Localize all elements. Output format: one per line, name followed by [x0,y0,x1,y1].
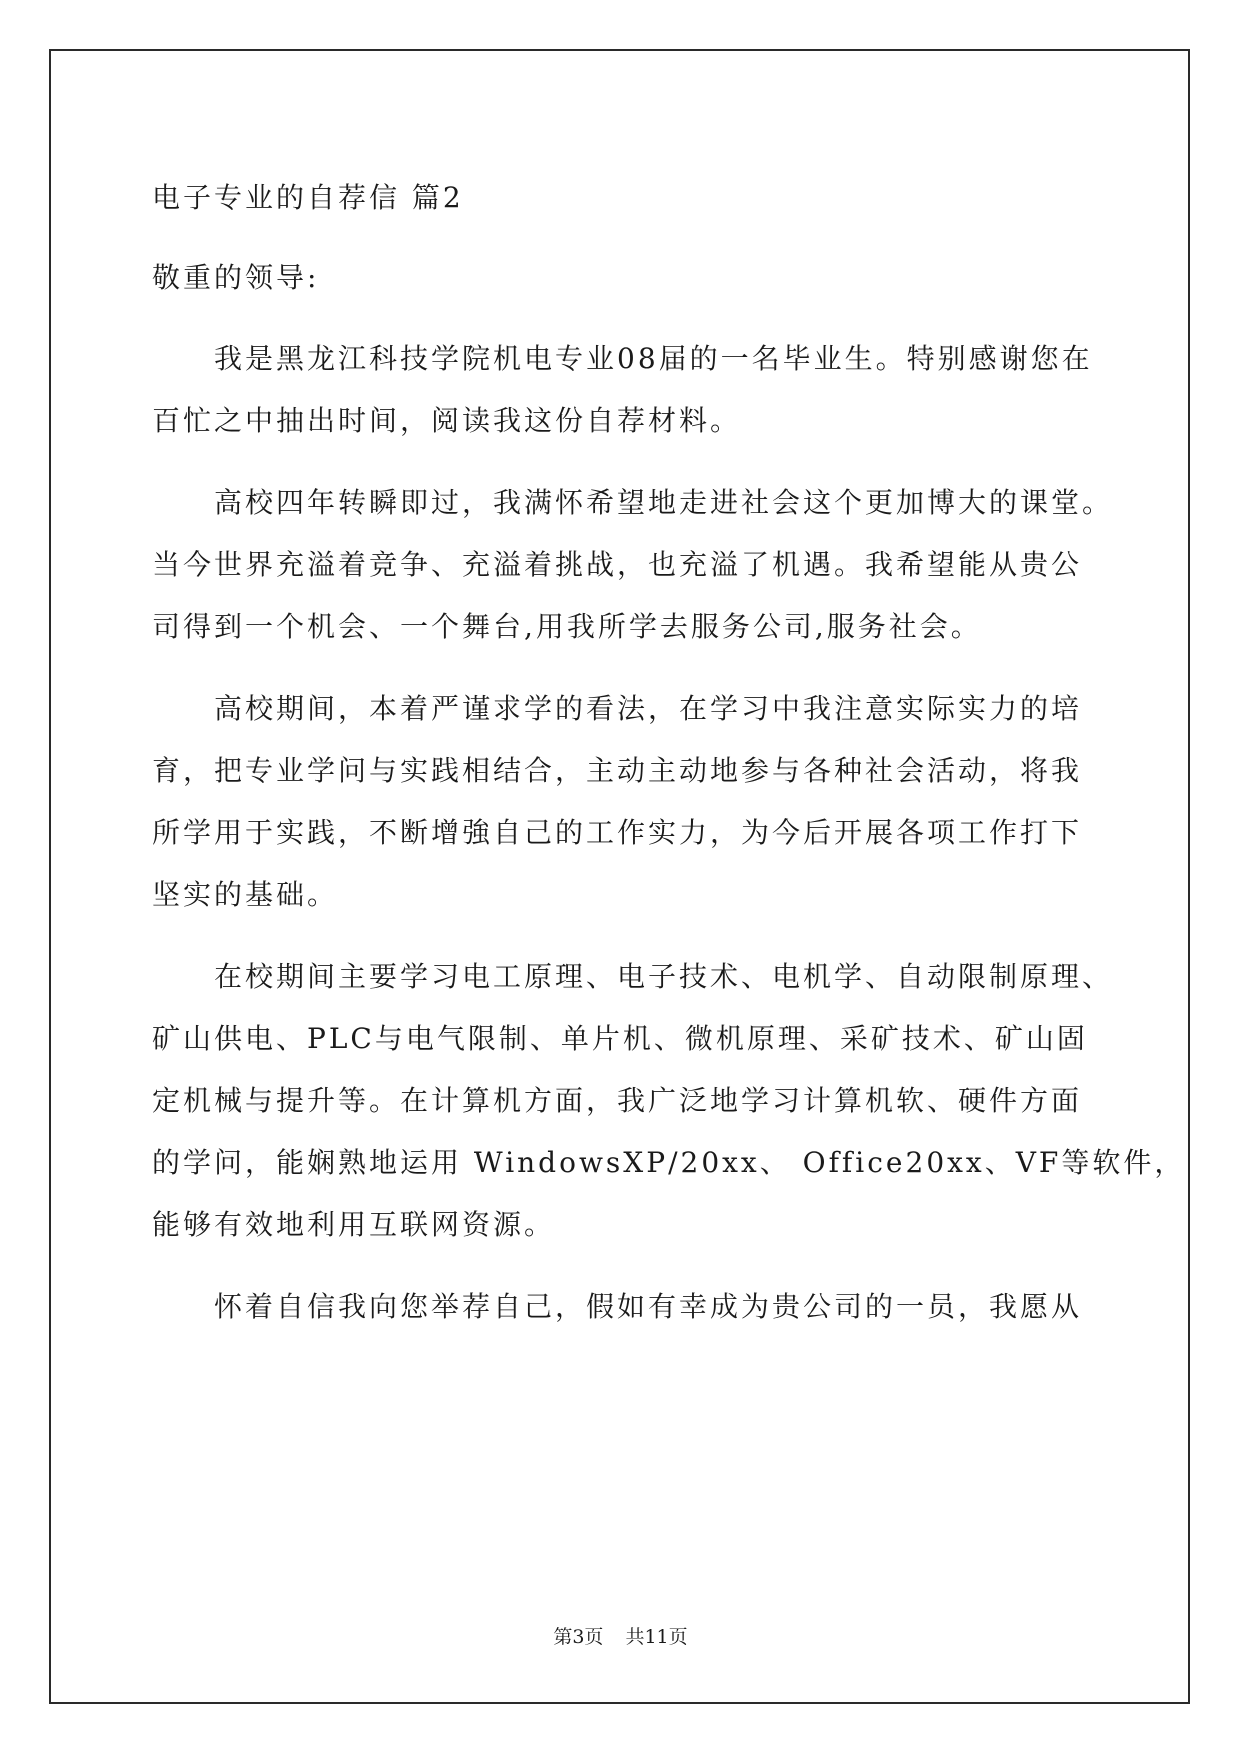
paragraph-line: 矿山供电、PLC与电气限制、单片机、微机原理、采矿技术、矿山固 [152,1022,1088,1055]
salutation: 敬重的领导: [152,261,320,294]
paragraph [152,946,1186,1256]
paragraph-line: 育，把专业学问与实践相结合，主动主动地参与各种社会活动，将我 [152,754,1083,787]
paragraph [152,472,1114,658]
paragraph-line: 高校期间，本着严谨求学的看法，在学习中我注意实际实力的培 [214,692,1083,725]
paragraph-line: 怀着自信我向您举荐自己，假如有幸成为贵公司的一员，我愿从 [214,1290,1083,1323]
paragraph-line: 百忙之中抽出时间，阅读我这份自荐材料。 [152,404,742,437]
paragraph-line: 当今世界充溢着竞争、充溢着挑战，也充溢了机遇。我希望能从贵公 [152,548,1083,581]
paragraph-line: 司得到一个机会、一个舞台,用我所学去服务公司,服务社会。 [152,610,982,643]
page-number: 第3页 [553,1626,604,1648]
paragraph-line: 所学用于实践，不断增強自己的工作实力，为今后开展各项工作打下 [152,816,1083,849]
paragraph-line: 能够有效地利用互联网资源。 [152,1208,556,1241]
paragraph-line: 在校期间主要学习电工原理、电子技术、电机学、自动限制原理、 [214,960,1114,993]
paragraph [152,678,1087,926]
paragraph-line: 高校四年转瞬即过，我满怀希望地走进社会这个更加博大的课堂。 [214,486,1114,519]
page-footer [0,1622,1241,1649]
paragraph-line: 的学问，能娴熟地运用 WindowsXP/20xx、 Office20xx、VF等软件， [152,1146,1186,1179]
document-title: 电子专业的自荐信 篇2 [152,181,464,214]
paragraph-line: 我是黑龙江科技学院机电专业08届的一名毕业生。特别感谢您在 [214,342,1093,375]
paragraph [152,328,1093,452]
paragraph-line: 坚实的基础。 [152,878,339,911]
paragraph [152,1276,1087,1338]
paragraph-line: 定机械与提升等。在计算机方面，我广泛地学习计算机软、硬件方面 [152,1084,1083,1117]
page-total: 共11页 [625,1626,688,1648]
letter-body [152,168,1186,1358]
